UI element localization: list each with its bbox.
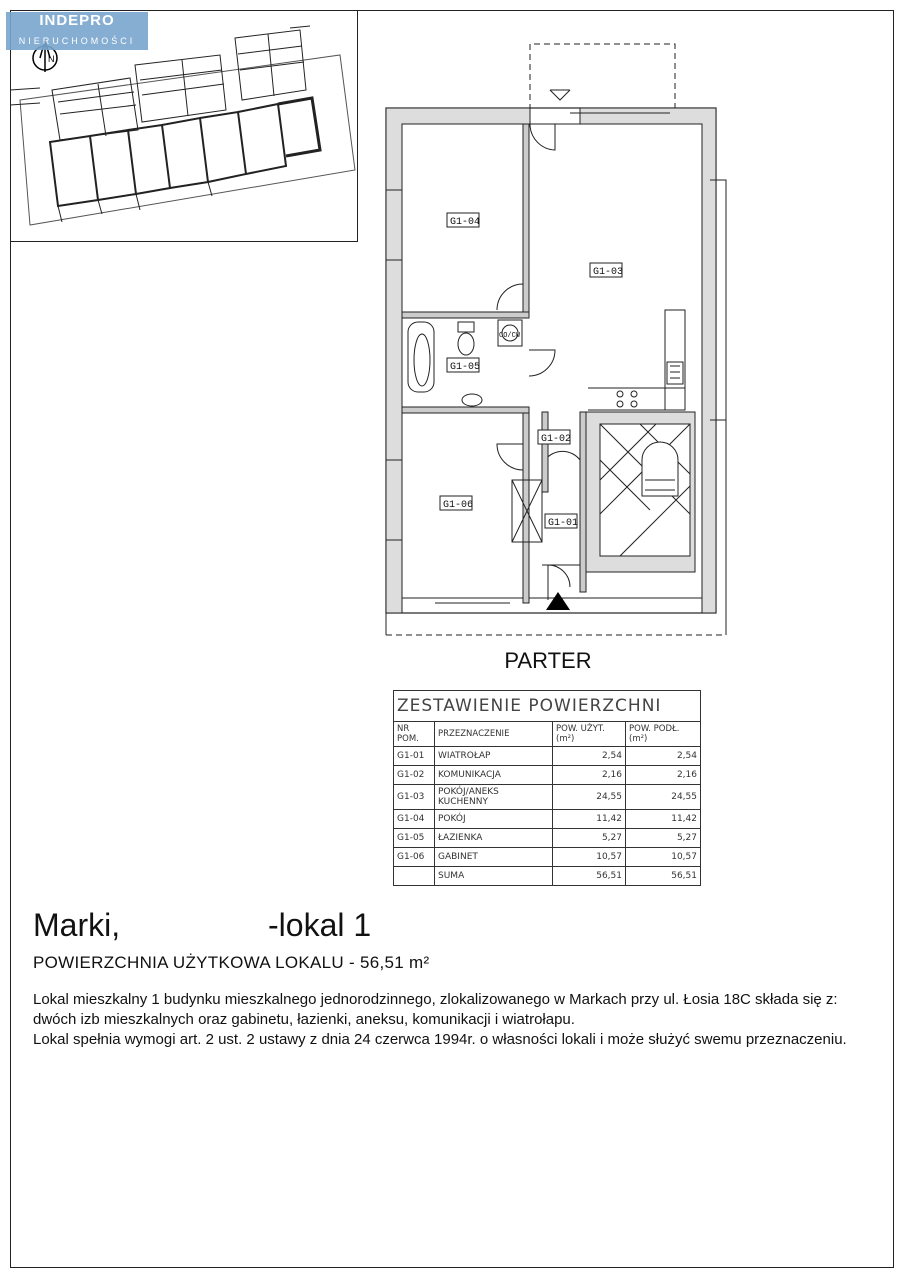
sum-label: SUMA [435, 867, 553, 886]
cell-podl: 10,57 [626, 848, 701, 867]
description-line: Lokal spełnia wymogi art. 2 ust. 2 ustawy z dnia 24 czerwca 1994r. o własności lokali i może służyć swemu przeznaczeniu. [33, 1031, 847, 1048]
cell-nr: G1-03 [394, 785, 435, 810]
description-line: Lokal mieszkalny 1 budynku mieszkalnego jednorodzinnego, zlokalizowanego w Markach przy ul. Łosia 18C składa się z: [33, 991, 838, 1008]
room-label-g1-03: G1-03 [593, 267, 624, 278]
table-row [394, 766, 701, 785]
entrance-arrow [546, 592, 570, 610]
cell-uzyt: 2,16 [553, 766, 626, 785]
cell-nr: G1-05 [394, 829, 435, 848]
header-name: PRZEZNACZENIE [435, 722, 553, 747]
cell-uzyt: 24,55 [553, 785, 626, 810]
header-podl: POW. PODŁ. (m²) [626, 722, 701, 747]
description [33, 990, 873, 1050]
cell-podl: 2,16 [626, 766, 701, 785]
north-label: N [48, 54, 55, 64]
agency-logo [6, 12, 148, 50]
header-uzyt: POW. UŻYT. (m²) [553, 722, 626, 747]
table-row [394, 785, 701, 810]
areas-table [393, 690, 701, 886]
cell-uzyt: 10,57 [553, 848, 626, 867]
cell-nr: G1-04 [394, 810, 435, 829]
cell-podl: 2,54 [626, 747, 701, 766]
table-row [394, 829, 701, 848]
room-label-g1-06: G1-06 [443, 500, 474, 511]
sum-podl: 56,51 [626, 867, 701, 886]
cell-uzyt: 2,54 [553, 747, 626, 766]
cell-nr: G1-01 [394, 747, 435, 766]
logo-line1: INDEPRO [39, 12, 115, 29]
title-city: Marki, [33, 907, 121, 943]
cell-uzyt: 11,42 [553, 810, 626, 829]
cell-name: GABINET [435, 848, 553, 867]
room-label-g1-02: G1-02 [541, 434, 572, 445]
cell-podl: 24,55 [626, 785, 701, 810]
cell-name: POKÓJ [435, 810, 553, 829]
area-summary: POWIERZCHNIA UŻYTKOWA LOKALU - 56,51 m² [33, 953, 430, 972]
table-row [394, 747, 701, 766]
logo-line2: NIERUCHOMOŚCI [18, 36, 136, 46]
cell-podl: 11,42 [626, 810, 701, 829]
cell-uzyt: 5,27 [553, 829, 626, 848]
room-label-g1-01: G1-01 [548, 518, 579, 529]
description-line: dwóch izb mieszkalnych oraz gabinetu, łazienki, aneksu, komunikacji i wiatrołapu. [33, 1011, 575, 1028]
cell-name: ŁAZIENKA [435, 829, 553, 848]
header-nr: NR POM. [394, 722, 435, 747]
sum-row [394, 867, 701, 886]
cell-name: WIATROŁAP [435, 747, 553, 766]
sum-uzyt: 56,51 [553, 867, 626, 886]
floor-plan [380, 40, 730, 640]
title-unit: -lokal 1 [268, 907, 372, 943]
table-caption: ZESTAWIENIE POWIERZCHNI [394, 691, 701, 722]
cell-nr: G1-06 [394, 848, 435, 867]
cell-podl: 5,27 [626, 829, 701, 848]
table-row [394, 848, 701, 867]
cocw-label: CO/CW [499, 332, 521, 340]
room-label-g1-05: G1-05 [450, 362, 481, 373]
cell-nr: G1-02 [394, 766, 435, 785]
cell-name: POKÓJ/ANEKS KUCHENNY [435, 785, 553, 810]
cell-name: KOMUNIKACJA [435, 766, 553, 785]
table-row [394, 810, 701, 829]
room-label-g1-04: G1-04 [450, 217, 481, 228]
floor-label: PARTER [504, 648, 592, 673]
